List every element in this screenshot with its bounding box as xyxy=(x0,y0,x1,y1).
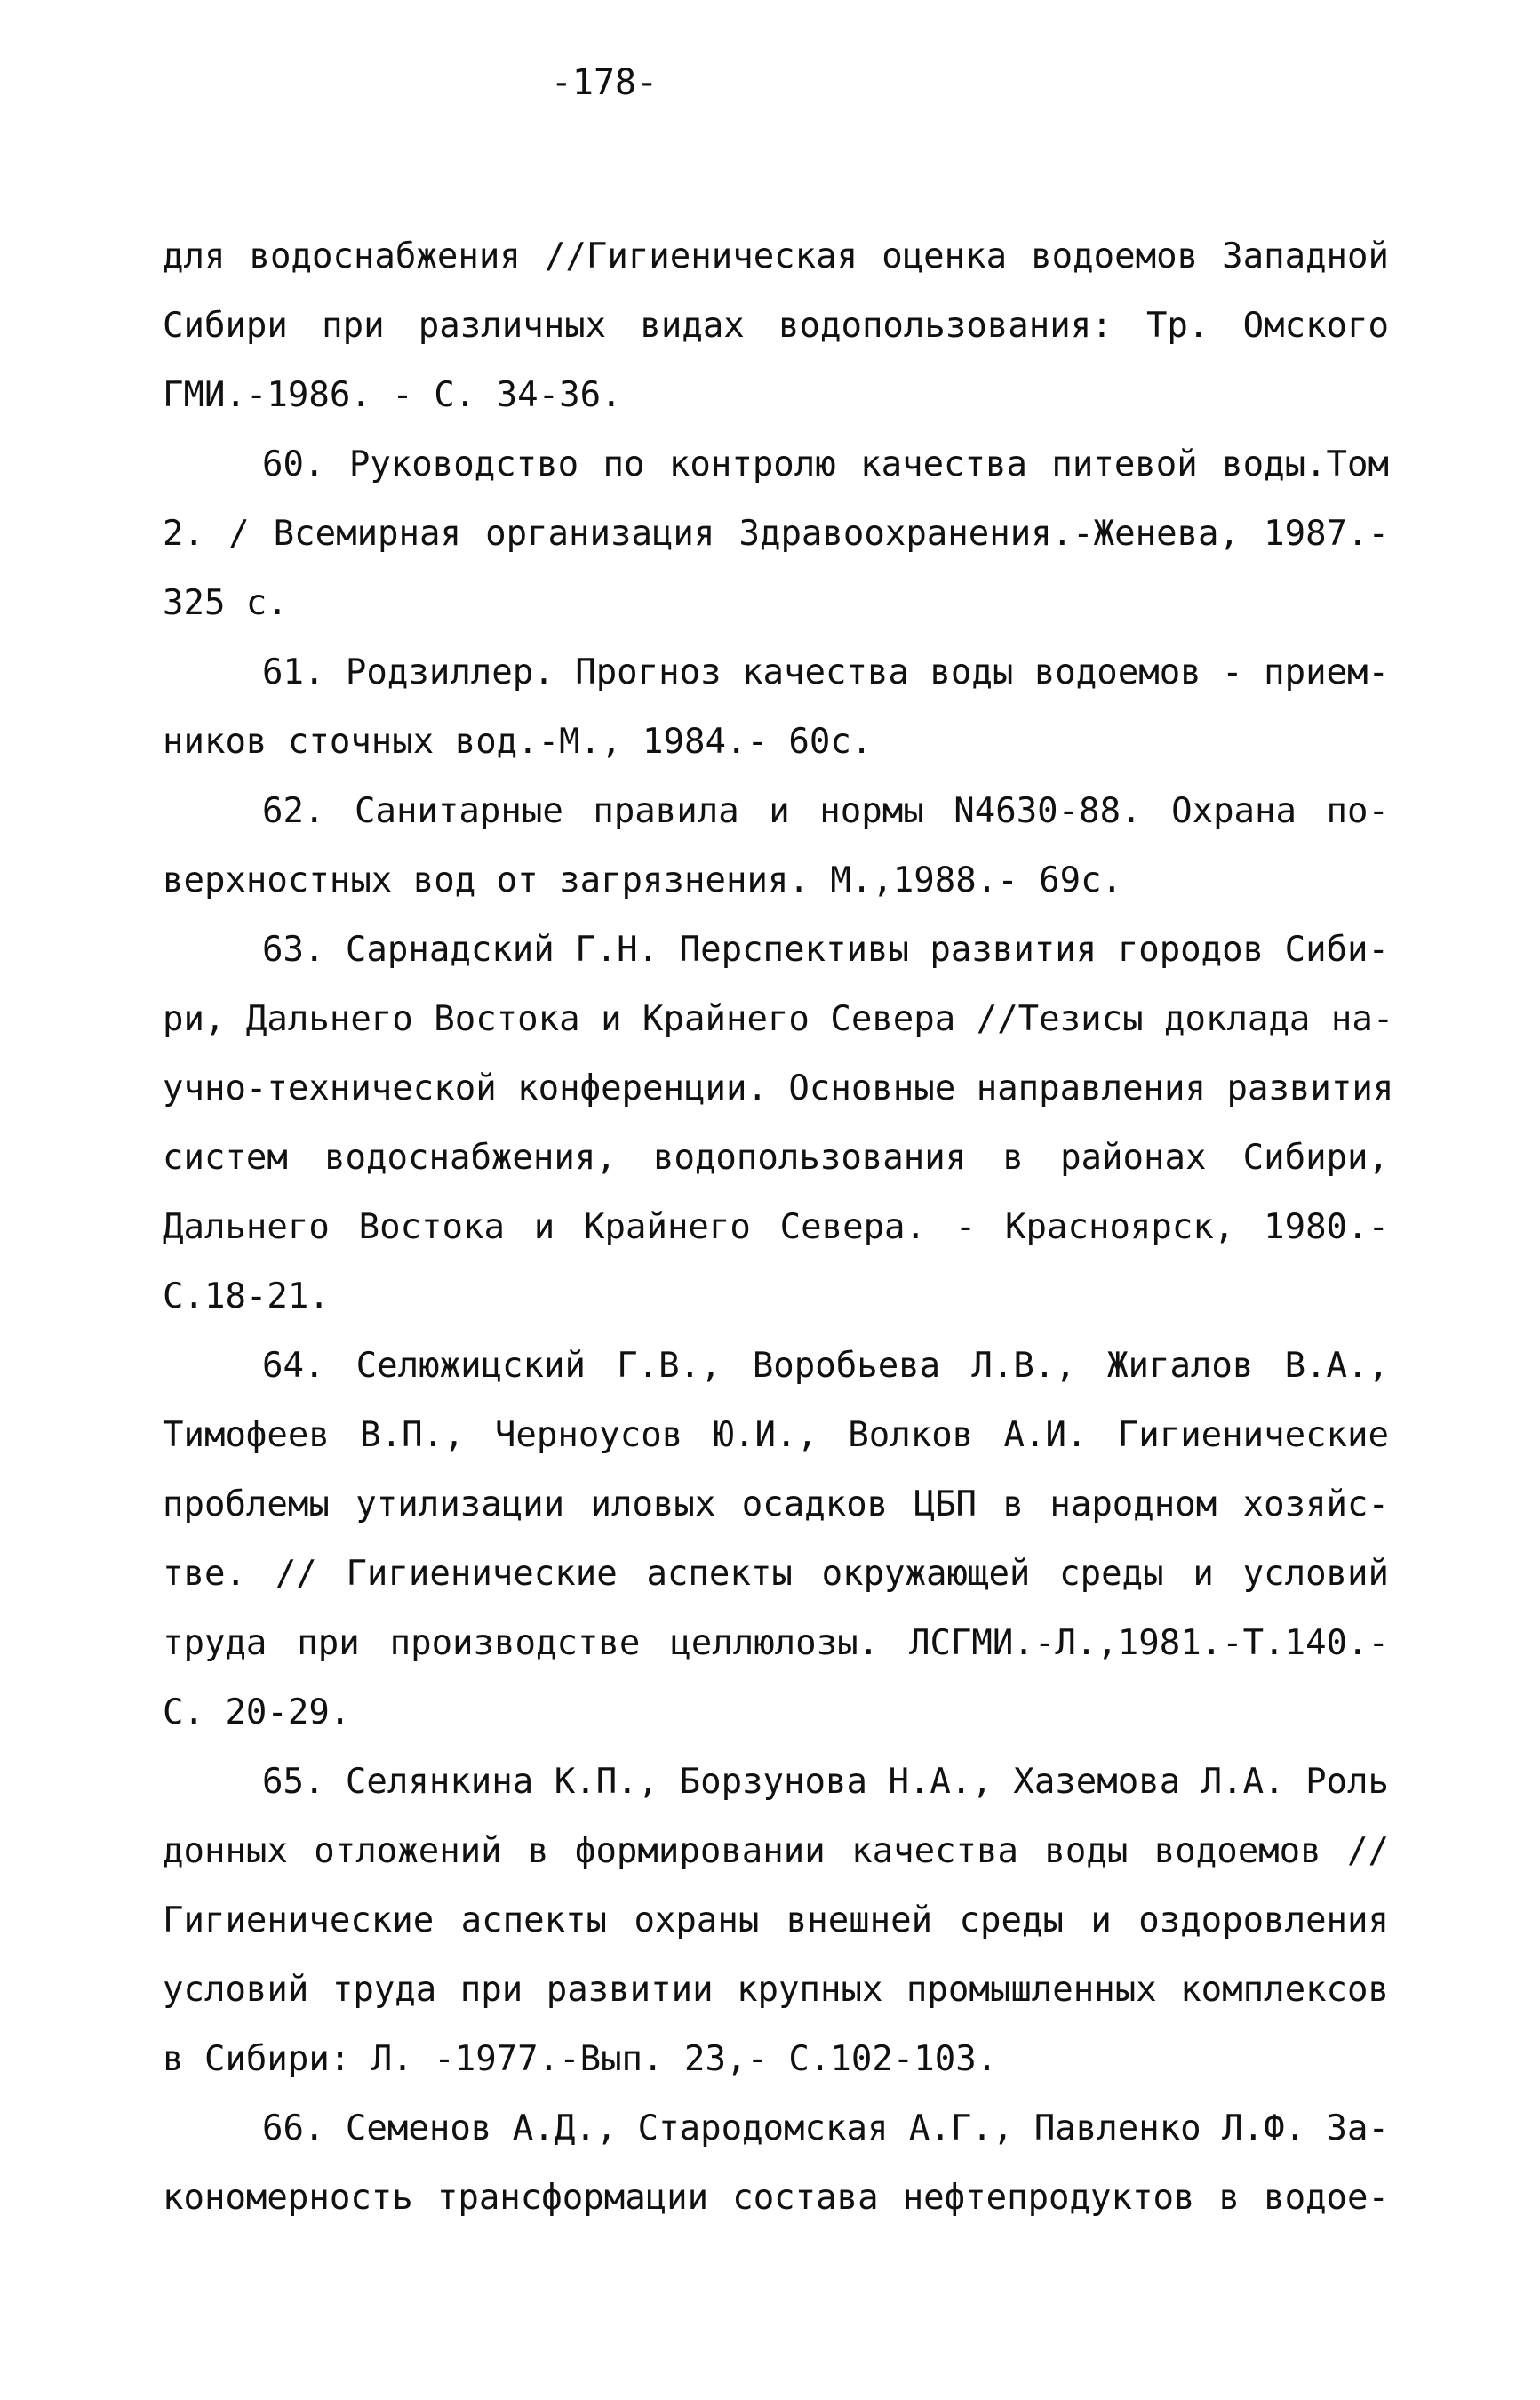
bibliography-text xyxy=(163,222,1394,2233)
text-line: 60. Руководство по контролю качества питевой воды.Том xyxy=(262,444,1389,484)
text-line: учно-технической конференции. Основные направления развития xyxy=(163,1068,1394,1108)
text-line: проблемы утилизации иловых осадков ЦБП в народном хозяйс- xyxy=(163,1484,1389,1524)
page-number: -178- xyxy=(550,62,658,103)
text-line: 63. Сарнадский Г.Н. Перспективы развития городов Сиби- xyxy=(262,930,1389,970)
text-line: в Сибири: Л. -1977.-Вып. 23,- С.102-103. xyxy=(163,2039,998,2079)
text-line: ников сточных вод.-М., 1984.- 60с. xyxy=(163,722,873,762)
text-line: для водоснабжения //Гигиеническая оценка водоемов Западной xyxy=(163,236,1389,276)
text-line: 64. Селюжицский Г.В., Воробьева Л.В., Жигалов В.А., xyxy=(262,1346,1389,1386)
text-line: труда при производстве целлюлозы. ЛСГМИ.-Л.,1981.-Т.140.- xyxy=(163,1623,1389,1663)
text-line: Гигиенические аспекты охраны внешней среды и оздоровления xyxy=(163,1900,1389,1940)
text-line: Дальнего Востока и Крайнего Севера. - Красноярск, 1980.- xyxy=(163,1207,1389,1247)
text-line: 62. Санитарные правила и нормы N4630-88. Охрана по- xyxy=(262,791,1389,831)
text-line: ри, Дальнего Востока и Крайнего Севера //Тезисы доклада на- xyxy=(163,999,1394,1039)
text-line: условий труда при развитии крупных промышленных комплексов xyxy=(163,1970,1389,2010)
text-line: 325 с. xyxy=(163,583,288,623)
text-line: С. 20-29. xyxy=(163,1692,351,1732)
text-line: донных отложений в формировании качества воды водоемов // xyxy=(163,1831,1389,1871)
text-line: 2. / Всемирная организация Здравоохранения.-Женева, 1987.- xyxy=(163,514,1389,554)
text-line: тве. // Гигиенические аспекты окружающей среды и условий xyxy=(163,1554,1389,1594)
text-line: 65. Селянкина К.П., Борзунова Н.А., Хаземова Л.А. Роль xyxy=(262,1762,1389,1802)
text-line: 66. Семенов А.Д., Стародомская А.Г., Павленко Л.Ф. За- xyxy=(262,2108,1389,2148)
text-line: кономерность трансформации состава нефтепродуктов в водое- xyxy=(163,2178,1389,2218)
text-line: С.18-21. xyxy=(163,1276,330,1316)
text-line: систем водоснабжения, водопользования в районах Сибири, xyxy=(163,1138,1389,1178)
text-line: Тимофеев В.П., Черноусов Ю.И., Волков А.И. Гигиенические xyxy=(163,1415,1389,1455)
text-line: 61. Родзиллер. Прогноз качества воды водоемов - прием- xyxy=(262,652,1389,692)
text-line: ГМИ.-1986. - С. 34-36. xyxy=(163,375,622,415)
text-line: Сибири при различных видах водопользования: Тр. Омского xyxy=(163,306,1389,346)
text-line: верхностных вод от загрязнения. М.,1988.- 69с. xyxy=(163,860,1123,900)
